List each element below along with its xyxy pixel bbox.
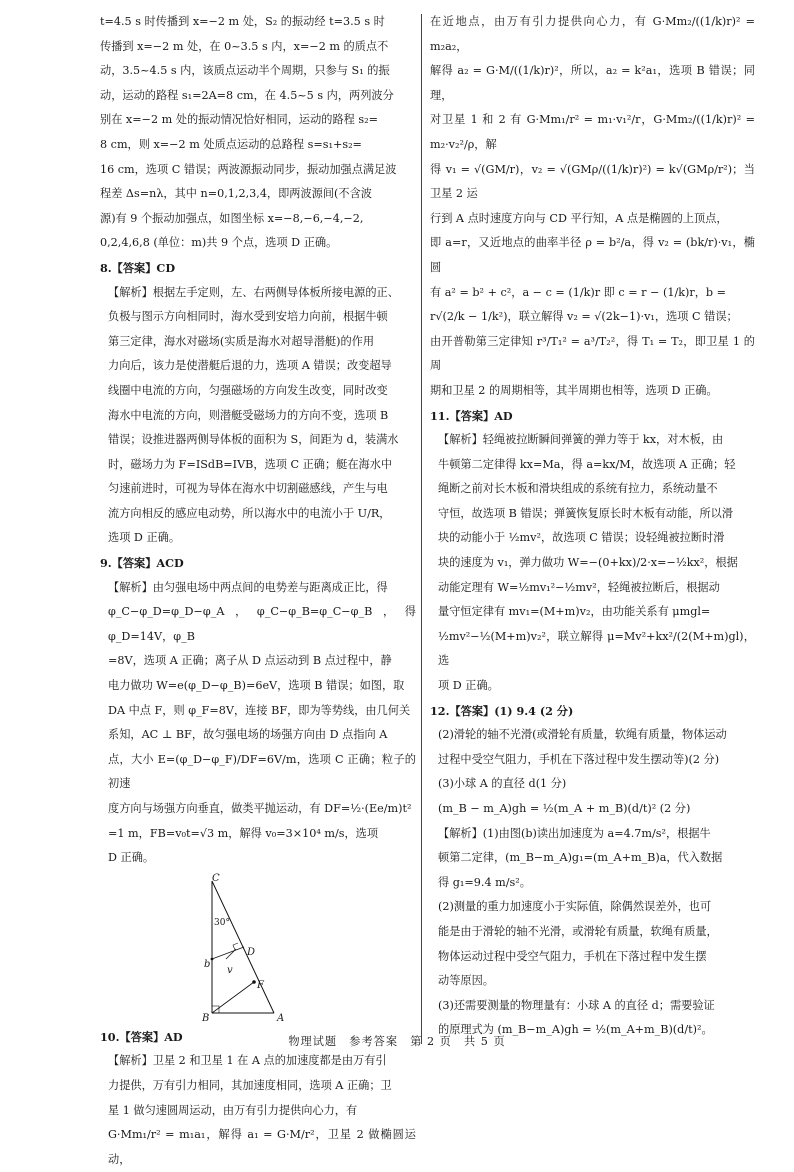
text-line: 力提供，万有引力相同，其加速度相同，选项 A 正确；卫 [108, 1078, 392, 1092]
text-line: 块的速度为 v₁，弹力做功 W=−(0+kx)/2·x=−½kx²，根据 [438, 556, 738, 570]
text-line: 得 g₁=9.4 m/s²。 [438, 875, 531, 889]
text-line: (2)滑轮的轴不光滑(或滑轮有质量，软绳有质量，物体运动 [438, 728, 727, 742]
text-line: 错误；设推进器两侧导体板的面积为 S，间距为 d，装满水 [108, 433, 399, 447]
q11-analysis [430, 428, 755, 699]
triangle-diagram [200, 873, 280, 1023]
label-c: C [212, 872, 220, 884]
text-line: 选项 D 正确。 [108, 531, 181, 545]
q8-answer: 8.【答案】CD [100, 260, 176, 275]
text-line: 点，大小 E=(φ_D−φ_F)/DF=6V/m，选项 C 正确；粒子的初速 [108, 752, 416, 791]
text-line: 在近地点，由万有引力提供向心力，有 G·Mm₂/((1/k)r)² = m₂a₂， [430, 15, 755, 53]
triangle-figure [100, 873, 416, 1023]
label-f: F [257, 979, 264, 991]
q12-analysis [430, 822, 755, 1043]
text-line: r√(2/k − 1/k²)，联立解得 v₂ = √(2k−1)·v₁，选项 C 错误； [430, 310, 738, 324]
text-line: (m_B − m_A)gh = ½(m_A + m_B)(d/t)² (2 分) [438, 802, 691, 815]
text-line: 源)有 9 个振动加强点，如图坐标 x=−8,−6,−4,−2, [100, 211, 364, 225]
text-line: 动，3.5~4.5 s 内，该质点运动半个周期，只参与 S₁ 的振 [100, 64, 390, 78]
label-a: A [277, 1012, 285, 1024]
text-line: D 正确。 [108, 851, 155, 865]
text-line: 第三定律，海水对磁场(实质是海水对超导潜艇)的作用 [108, 334, 375, 348]
text-line: 对卫星 1 和 2 有 G·Mm₁/r² = m₁·v₁²/r，G·Mm₂/((1/k)r)² = m₂·v₂²/ρ，解 [430, 113, 755, 151]
text-line: G·Mm₁/r² = m₁a₁，解得 a₁ = G·M/r²，卫星 2 做椭圆运动， [108, 1128, 416, 1166]
text-line: (3)还需要测量的物理量有：小球 A 的直径 d；需要验证 [438, 998, 715, 1012]
text-line: 块的动能小于 ½mv²，故选项 C 错误；设轻绳被拉断时滑 [438, 531, 725, 545]
label-b-side: b [204, 958, 211, 970]
label-b: B [202, 1012, 210, 1024]
text-line: 匀速前进时，可视为导体在海水中切割磁感线，产生与电 [108, 482, 388, 496]
text-line: 【解析】由匀强电场中两点间的电势差与距离成正比，得 [108, 580, 388, 594]
text-line: 绳断之前对长木板和滑块组成的系统有拉力，系统动量不 [438, 482, 718, 496]
text-line: 量守恒定律有 mv₁=(M+m)v₂，由功能关系有 μmgl= [438, 605, 711, 619]
text-line: 牛顿第二定律得 kx=Ma，得 a=kx/M，故选项 A 正确；轻 [438, 457, 736, 471]
text-line: 【解析】卫星 2 和卫星 1 在 A 点的加速度都是由万有引 [108, 1054, 387, 1068]
text-line: 守恒，故选项 B 错误；弹簧恢复原长时木板有动能，所以滑 [438, 506, 734, 520]
text-line: (3)小球 A 的直径 d(1 分) [438, 777, 567, 791]
text-line: 程差 Δs=nλ，其中 n=0,1,2,3,4，即两波源间(不含波 [100, 187, 372, 201]
text-line: DA 中点 F，则 φ_F=8V，连接 BF，即为等势线，由几何关 [108, 703, 411, 717]
text-line: 负极与图示方向相同时，海水受到安培力向前，根据牛顿 [108, 310, 388, 324]
text-line: 期和卫星 2 的周期相等，其半周期也相等，选项 D 正确。 [430, 383, 718, 397]
text-line: 别在 x=−2 m 处的振动情况恰好相同，运动的路程 s₂= [100, 113, 378, 127]
text-line: 【解析】轻绳被拉断瞬间弹簧的弹力等于 kx，对木板，由 [438, 433, 724, 447]
label-v: v [227, 964, 233, 976]
q10-answer: 10.【答案】AD [100, 1029, 183, 1044]
label-angle: 30° [214, 917, 230, 928]
text-line: 动，运动的路程 s₁=2A=8 cm，在 4.5~5 s 内，两列波分 [100, 88, 394, 102]
q12-answer: 12.【答案】(1) 9.4 (2 分) [430, 703, 574, 718]
text-line: ½mv²−½(M+m)v₂²，联立解得 μ=Mv²+kx²/(2(M+m)gl)，选 [438, 629, 755, 668]
text-line: =1 m，FB=v₀t=√3 m，解得 v₀=3×10⁴ m/s，选项 [108, 826, 379, 840]
text-line: 度方向与场强方向垂直，做类平抛运动，有 DF=½·(Ee/m)t² [108, 802, 412, 815]
text-line: 流方向相反的感应电动势，所以海水中的电流小于 U/R， [108, 506, 391, 520]
text-line: 0,2,4,6,8 (单位：m)共 9 个点，选项 D 正确。 [100, 236, 338, 250]
text-line: 力向后，该力是使潜艇后退的力，选项 A 错误；改变超导 [108, 359, 392, 373]
text-line: 得 v₁ = √(GM/r)，v₂ = √(GMρ/((1/k)r)²) = k√(GMρ/r²)；当卫星 2 运 [430, 162, 755, 201]
text-line: 系知，AC ⊥ BF，故匀强电场的场强方向由 D 点指向 A [108, 728, 388, 742]
text-line: 16 cm，选项 C 错误；两波源振动同步，振动加强点满足波 [100, 162, 397, 176]
q12-answer-parts [430, 723, 755, 821]
q9-analysis [100, 576, 416, 871]
text-line: 项 D 正确。 [438, 679, 499, 693]
text-line: 能是由于滑轮的轴不光滑，或滑轮有质量，软绳有质量， [438, 924, 718, 938]
text-line: =8V，选项 A 正确；离子从 D 点运动到 B 点过程中，静 [108, 654, 392, 668]
text-line: 【解析】(1)由图(b)读出加速度为 a=4.7m/s²，根据牛 [438, 826, 711, 840]
label-d: D [247, 946, 256, 958]
text-line: 有 a² = b² + c²，a − c = (1/k)r 即 c = r − (1/k)r，b = [430, 285, 727, 299]
q9-answer: 9.【答案】ACD [100, 556, 184, 571]
right-column [430, 10, 755, 1043]
text-line: 8 cm，则 x=−2 m 处质点运动的总路程 s=s₁+s₂= [100, 137, 362, 151]
text-line: 时，磁场力为 F=ISdB=IVB，选项 C 正确；艇在海水中 [108, 457, 393, 471]
text-line: 线圈中电流的方向，匀强磁场的方向发生改变，同时改变 [108, 383, 388, 397]
text-line: 星 1 做匀速圆周运动，由万有引力提供向心力，有 [108, 1103, 358, 1117]
q11-answer: 11.【答案】AD [430, 408, 513, 423]
text-line: 行到 A 点时速度方向与 CD 平行知，A 点是椭圆的上顶点， [430, 211, 728, 225]
text-line: 顿第二定律，(m_B−m_A)g₁=(m_A+m_B)a，代入数据 [438, 851, 723, 865]
text-line: 解得 a₂ = G·M/((1/k)r)²，所以，a₂ = k²a₁，选项 B 错误；同理， [430, 64, 755, 102]
q10-analysis-part2 [430, 10, 755, 404]
left-column [100, 10, 416, 1172]
text-line: t=4.5 s 时传播到 x=−2 m 处，S₂ 的振动经 t=3.5 s 时 [100, 15, 385, 28]
text-line: 即 a=r，又近地点的曲率半径 ρ = b²/a，得 v₂ = (bk/r)·v₁，椭圆 [430, 236, 755, 274]
q10-analysis-part1 [100, 1049, 416, 1172]
text-line: 动能定理有 W=½mv₁²−½mv²，轻绳被拉断后，根据动 [438, 580, 720, 594]
text-line: 的原理式为 (m_B−m_A)gh = ½(m_A+m_B)(d/t)²。 [438, 1023, 713, 1037]
text-line: φ_C−φ_D=φ_D−φ_A，φ_C−φ_B=φ_C−φ_B，得 φ_D=14V，φ_B [108, 605, 416, 643]
page-footer: 物理试题 参考答案 第 2 页 共 5 页 [288, 1035, 506, 1048]
text-line: 传播到 x=−2 m 处，在 0~3.5 s 内，x=−2 m 的质点不 [100, 39, 389, 53]
text-line: 物体运动过程中受空气阻力，手机在下落过程中发生摆 [438, 949, 707, 963]
text-line: 动等原因。 [438, 974, 494, 988]
text-line: 海水中电流的方向，则潜艇受磁场力的方向不变，选项 B [108, 408, 389, 422]
column-divider [421, 14, 422, 1044]
q8-analysis [100, 281, 416, 552]
text-line: 由开普勒第三定律知 r³/T₁² = a³/T₂²，得 T₁ = T₂，即卫星 1 的周 [430, 334, 755, 373]
text-line: 【解析】根据左手定则，左、右两侧导体板所接电源的正、 [108, 285, 399, 299]
q7-continuation [100, 10, 416, 256]
text-line: (2)测量的重力加速度小于实际值，除偶然误差外，也可 [438, 900, 712, 914]
text-line: 电力做功 W=e(φ_D−φ_B)=6eV，选项 B 错误；如图，取 [108, 679, 405, 693]
text-line: 过程中受空气阻力，手机在下落过程中发生摆动等)(2 分) [438, 752, 720, 766]
